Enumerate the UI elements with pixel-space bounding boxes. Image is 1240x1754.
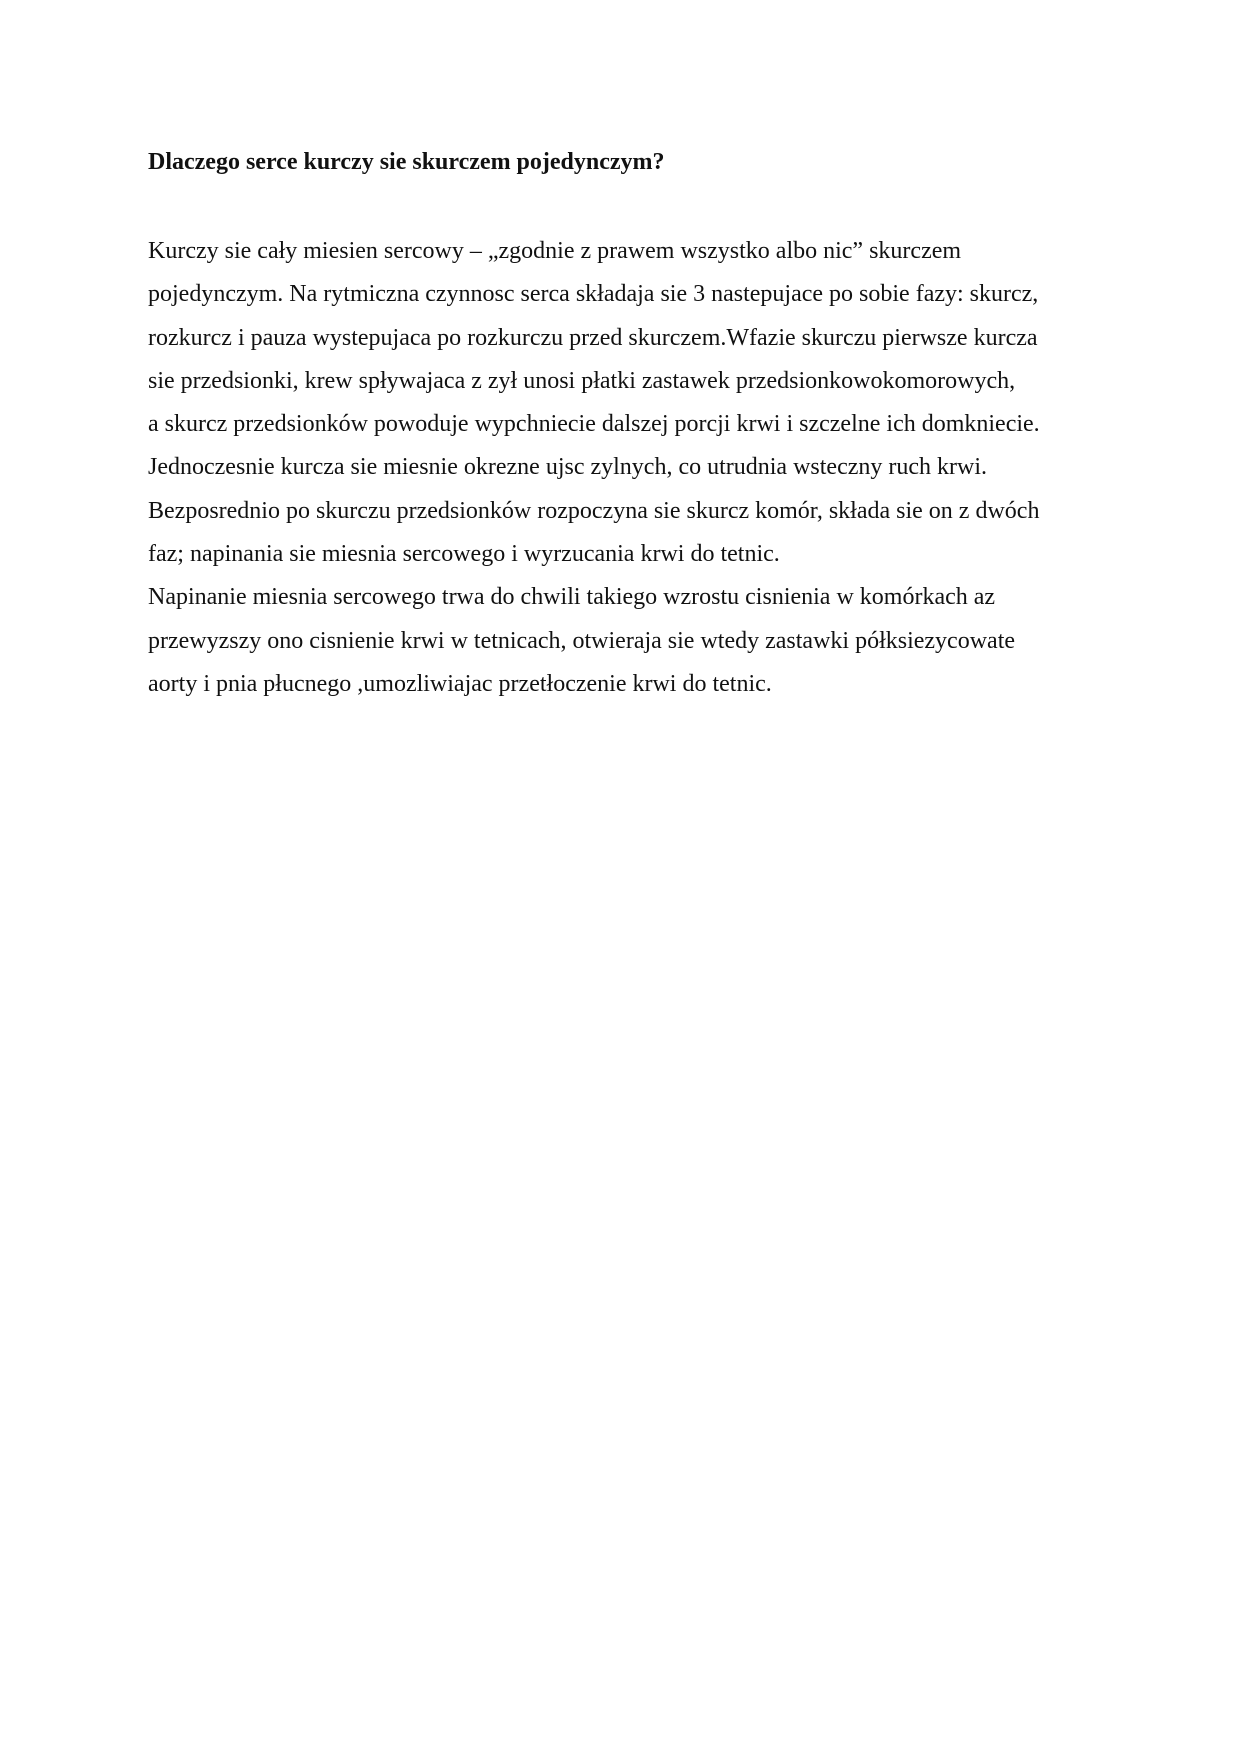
body-line-7: Bezposrednio po skurczu przedsionków rozpoczyna sie skurcz komór, składa sie on z dwóch — [148, 497, 1040, 524]
body-line-6: Jednoczesnie kurcza sie miesnie okrezne ujsc zylnych, co utrudnia wsteczny ruch krwi. — [148, 454, 988, 481]
body-line-4: sie przedsionki, krew spływajaca z zył unosi płatki zastawek przedsionkowokomorowych, — [148, 367, 1016, 394]
body-line-1: Kurczy sie cały miesien sercowy – „zgodnie z prawem wszystko albo nic” skurczem — [148, 238, 962, 264]
body-line-2: pojedynczym. Na rytmiczna czynnosc serca składaja sie 3 nastepujace po sobie fazy: skurcz, — [148, 281, 1039, 308]
body-line-10: przewyzszy ono cisnienie krwi w tetnicach, otwieraja sie wtedy zastawki półksiezycowate — [148, 627, 1016, 654]
body-line-3: rozkurcz i pauza wystepujaca po rozkurczu przed skurczem.Wfazie skurczu pierwsze kurcza — [148, 324, 1038, 351]
body-line-11: aorty i pnia płucnego ,umozliwiajac przetłoczenie krwi do tetnic. — [148, 670, 772, 697]
body-line-5: a skurcz przedsionków powoduje wypchniecie dalszej porcji krwi i szczelne ich domkniecie. — [148, 411, 1040, 438]
document-title: Dlaczego serce kurczy sie skurczem pojedynczym? — [148, 149, 665, 175]
body-line-8: faz; napinania sie miesnia sercowego i wyrzucania krwi do tetnic. — [148, 541, 780, 568]
document-body — [148, 230, 1128, 706]
body-line-9: Napinanie miesnia sercowego trwa do chwili takiego wzrostu cisnienia w komórkach az — [148, 584, 996, 611]
